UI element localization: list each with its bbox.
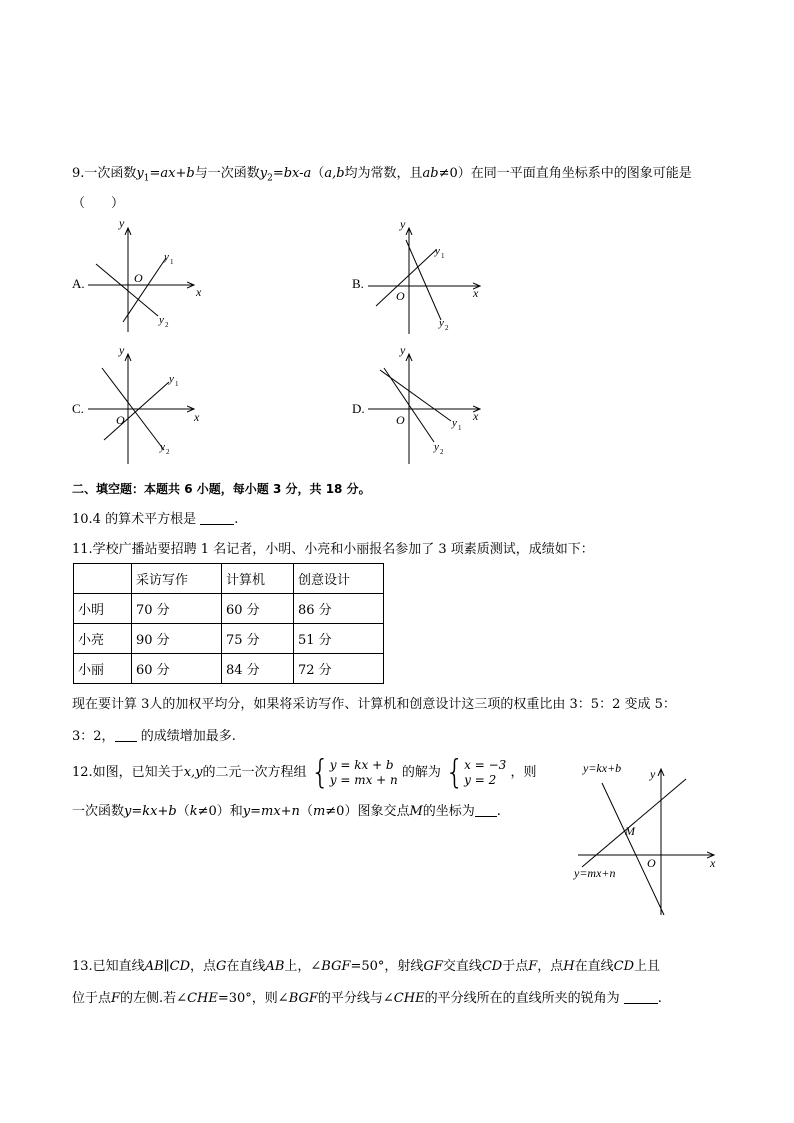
q12-line1: 12.如图，已知关于x,y的二元一次方程组 {y = kx + b y = mx + n 的解为 {x = −3 y = 2 ，则	[72, 752, 537, 792]
svg-text:y: y	[400, 220, 406, 231]
answer-blank[interactable]	[115, 727, 137, 742]
svg-text:O: O	[116, 413, 125, 427]
q9-line1: 9.一次函数$y_1=ax+b$与一次函数$y_2=bx-a(a,b$均为常数，且ab≠0）在同一平面直角坐标系中的图象可能是	[72, 166, 692, 184]
svg-text:y: y	[650, 767, 656, 781]
svg-text:y: y	[435, 245, 440, 257]
option-d-graph	[346, 342, 496, 467]
section-heading: 二、填空题：本题共 6 小题，每小题 3 分，共 18 分。	[72, 482, 371, 496]
q11-intro: 11.学校广播站要招聘 1 名记者，小明、小亮和小丽报名参加了 3 项素质测试，成绩如下：	[72, 542, 594, 557]
option-b-graph	[346, 220, 496, 340]
svg-text:C.: C.	[72, 401, 84, 416]
option-a-graph	[66, 220, 216, 340]
svg-text:O: O	[134, 271, 143, 285]
option-c-graph	[66, 342, 216, 467]
svg-text:x: x	[710, 856, 716, 870]
svg-text:2: 2	[165, 321, 169, 329]
q11-line3: 3：2， 的成绩增加最多.	[72, 729, 236, 744]
answer-blank[interactable]	[200, 510, 234, 525]
svg-text:y: y	[159, 314, 164, 326]
svg-text:y: y	[434, 441, 439, 453]
svg-text:1: 1	[441, 252, 445, 260]
answer-blank[interactable]	[475, 802, 497, 817]
svg-text:B.: B.	[352, 276, 364, 291]
svg-text:O: O	[396, 413, 405, 427]
q9-answer-paren: （ ）	[72, 196, 125, 211]
q11-line2: 现在要计算 3人的加权平均分，如果将采访写作、计算机和创意设计这三项的权重比由 3：5：2 变成 5：	[72, 697, 676, 712]
svg-text:1: 1	[458, 424, 462, 432]
svg-text:y: y	[164, 251, 169, 263]
svg-text:x: x	[196, 285, 202, 299]
table-row: 小亮 90 分 75 分 51 分	[74, 624, 384, 654]
svg-text:D.: D.	[352, 401, 365, 416]
q13-line1: 13.已知直线AB∥CD，点G在直线AB上，∠BGF=50°，射线GF交直线CD于点F，点H在直线CD上且	[72, 959, 661, 974]
q13-line2: 位于点F的左侧.若∠CHE=30°，则∠BGF的平分线与∠CHE的平分线所在的直线所夹的锐角为 .	[72, 991, 662, 1006]
option-label: A.	[72, 276, 85, 291]
svg-text:y: y	[169, 373, 174, 385]
q12-graph	[566, 755, 726, 920]
svg-text:O: O	[396, 289, 405, 303]
svg-text:M: M	[625, 824, 635, 838]
q12-line2: 一次函数y=kx+b（k≠0）和y=mx+n（m≠0）图象交点M的坐标为 .	[72, 804, 501, 819]
table-header-row: 采访写作 计算机 创意设计	[74, 564, 384, 594]
score-table	[73, 563, 384, 684]
svg-text:1: 1	[170, 258, 174, 266]
svg-text:y=kx+b: y=kx+b	[583, 761, 622, 775]
answer-blank[interactable]	[624, 989, 658, 1004]
table-row: 小明 70 分 60 分 86 分	[74, 594, 384, 624]
svg-text:2: 2	[445, 324, 449, 332]
table-row: 小丽 60 分 84 分 72 分	[74, 654, 384, 684]
svg-text:y: y	[452, 417, 457, 429]
svg-text:2: 2	[440, 448, 444, 456]
svg-text:O: O	[647, 856, 656, 870]
svg-text:y: y	[119, 343, 125, 357]
svg-text:x: x	[473, 409, 479, 423]
svg-text:y: y	[160, 441, 165, 453]
svg-text:x: x	[473, 286, 479, 300]
svg-text:y: y	[400, 343, 406, 357]
svg-text:x: x	[194, 410, 200, 424]
svg-text:1: 1	[175, 380, 179, 388]
svg-text:y: y	[119, 220, 125, 230]
q10: 10.4 的算术平方根是 .	[72, 512, 239, 527]
svg-text:2: 2	[166, 448, 170, 456]
svg-text:y=mx+n: y=mx+n	[574, 866, 616, 880]
svg-text:y: y	[439, 317, 444, 329]
